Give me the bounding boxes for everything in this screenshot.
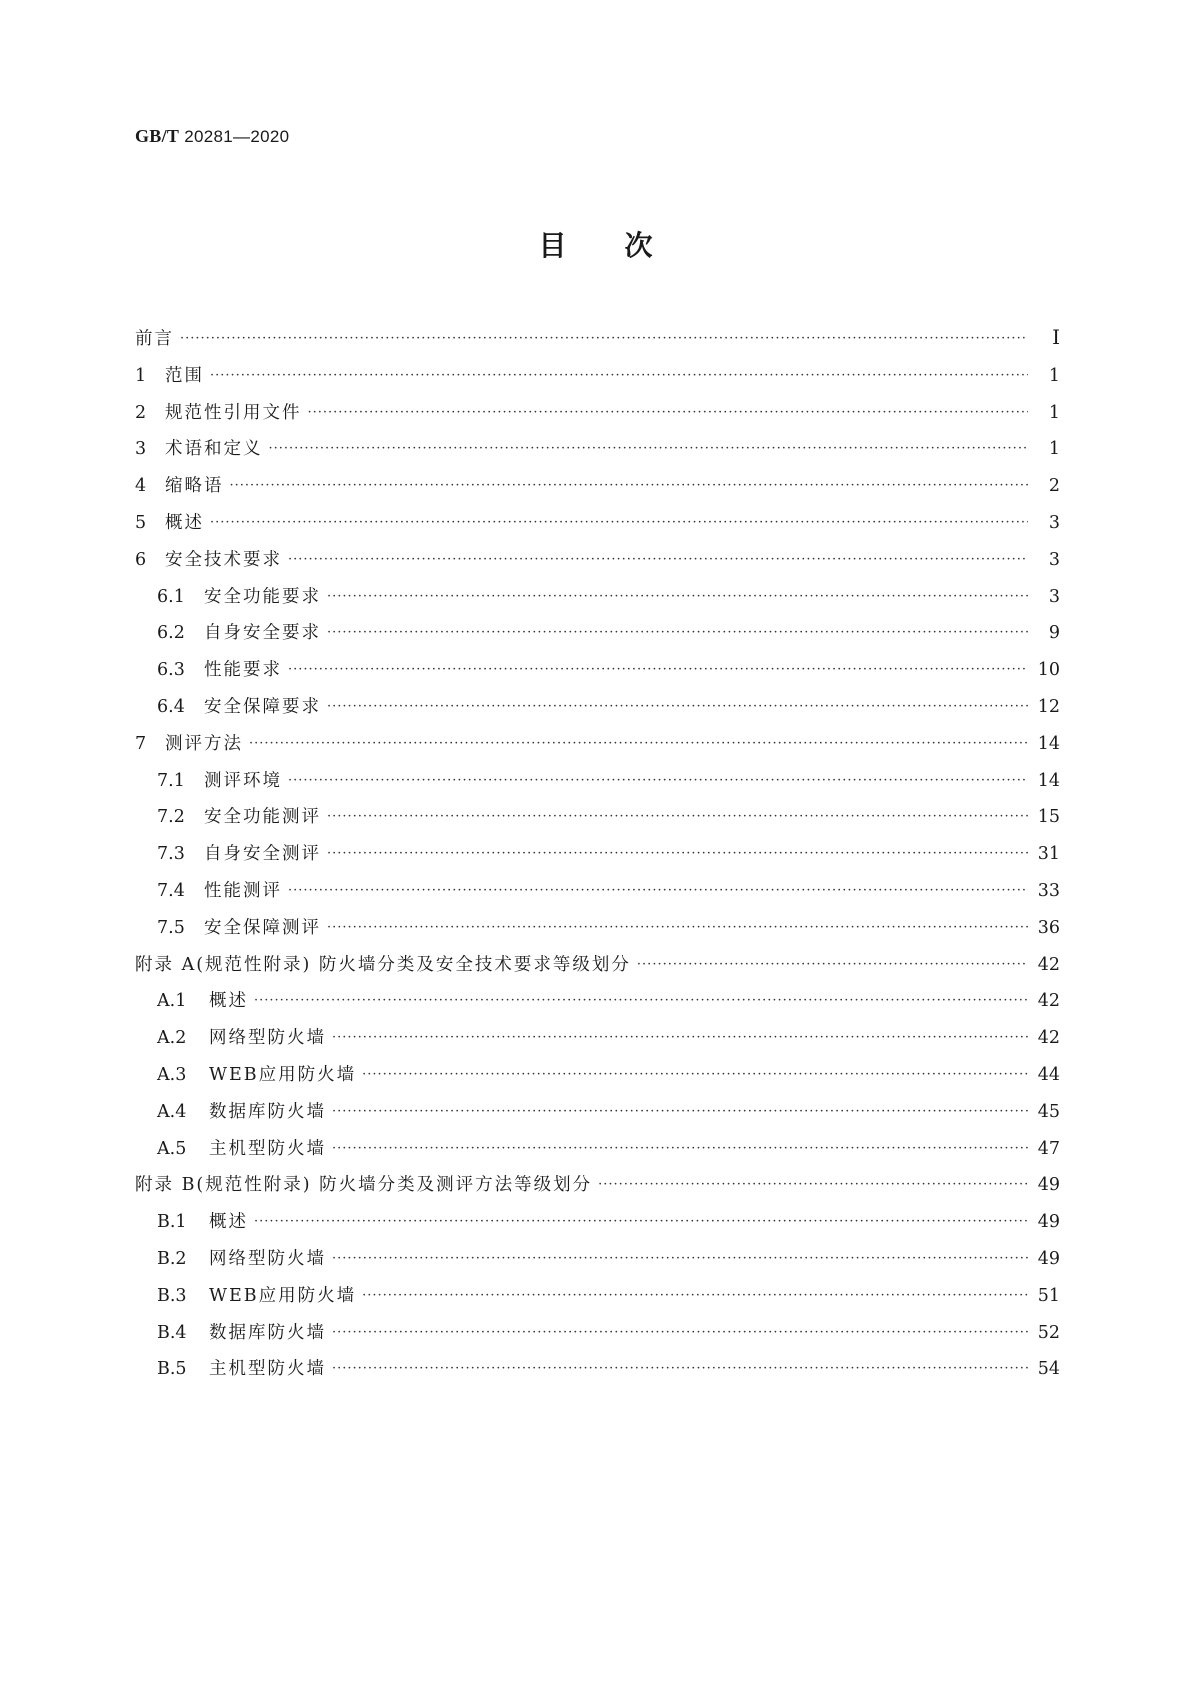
toc-entry[interactable] (135, 1245, 1060, 1282)
toc-entry-page-number: 1 (1048, 365, 1060, 386)
toc-entry-page-number: 14 (1037, 733, 1060, 754)
table-of-contents (135, 325, 1060, 1392)
toc-entry-page-number: 49 (1037, 1248, 1060, 1269)
page-title: 目次 (538, 229, 711, 262)
toc-entry-label: 概述 (209, 991, 248, 1012)
toc-entry-label: 概述 (209, 1212, 248, 1233)
toc-leader-dots (327, 699, 1028, 714)
toc-entry-number: B.1 (157, 1212, 187, 1233)
toc-leader-dots (269, 441, 1029, 456)
toc-entry[interactable] (135, 399, 1060, 436)
toc-entry[interactable] (135, 730, 1060, 767)
toc-entry-page-number: 9 (1048, 623, 1060, 644)
toc-entry-label: 缩略语 (165, 476, 224, 497)
toc-leader-dots (210, 368, 1028, 383)
toc-entry-label: 数据库防火墙 (209, 1101, 326, 1122)
toc-entry-label: 安全功能要求 (204, 586, 321, 607)
toc-entry-label: 主机型防火墙 (209, 1359, 326, 1380)
toc-entry-number: A.5 (157, 1138, 187, 1159)
toc-entry[interactable] (135, 546, 1060, 583)
toc-entry-page-number: 47 (1037, 1138, 1060, 1159)
toc-entry-page-number: 54 (1037, 1359, 1060, 1380)
toc-entry-page-number: 42 (1037, 954, 1060, 975)
toc-leader-dots (637, 957, 1028, 972)
toc-leader-dots (308, 405, 1029, 420)
toc-entry-page-number: 14 (1037, 770, 1060, 791)
toc-entry-number: 6.4 (157, 696, 185, 717)
toc-entry-label: 安全技术要求 (165, 549, 282, 570)
toc-leader-dots (332, 1104, 1028, 1119)
toc-leader-dots (332, 1251, 1028, 1266)
toc-entry[interactable] (135, 1061, 1060, 1098)
toc-leader-dots (180, 331, 1028, 346)
toc-leader-dots (362, 1288, 1028, 1303)
toc-entry-label: 性能要求 (204, 660, 282, 681)
toc-entry-page-number: 10 (1037, 660, 1060, 681)
toc-entry[interactable] (135, 583, 1060, 620)
toc-entry[interactable] (135, 362, 1060, 399)
toc-entry[interactable] (135, 1355, 1060, 1392)
toc-entry-number: 7 (135, 733, 147, 754)
toc-entry-label: 数据库防火墙 (209, 1322, 326, 1343)
toc-entry-page-number: 1 (1048, 439, 1060, 460)
toc-leader-dots (230, 478, 1029, 493)
toc-entry[interactable] (135, 1135, 1060, 1172)
toc-entry-number: 7.5 (157, 917, 185, 938)
toc-entry-number: 6 (135, 549, 147, 570)
toc-entry-number: A.3 (157, 1064, 187, 1085)
toc-leader-dots (254, 993, 1028, 1008)
toc-entry-number: 7.3 (157, 844, 185, 865)
toc-leader-dots (288, 773, 1028, 788)
toc-entry-page-number: 36 (1037, 917, 1060, 938)
toc-entry-page-number: 42 (1037, 1028, 1060, 1049)
toc-leader-dots (332, 1361, 1028, 1376)
toc-entry[interactable] (135, 951, 1060, 988)
toc-entry-label: 测评方法 (165, 733, 243, 754)
toc-entry-number: 3 (135, 439, 147, 460)
toc-entry-label: 规范性引用文件 (165, 402, 302, 423)
toc-entry-page-number: Ⅰ (1052, 327, 1060, 349)
toc-entry[interactable] (135, 803, 1060, 840)
toc-entry-number: B.5 (157, 1359, 187, 1380)
toc-entry-label: 范围 (165, 365, 204, 386)
toc-entry-number: B.4 (157, 1322, 187, 1343)
toc-entry-page-number: 15 (1037, 807, 1060, 828)
toc-entry-label: 性能测评 (204, 880, 282, 901)
toc-entry-number: B.3 (157, 1285, 187, 1306)
toc-leader-dots (332, 1141, 1028, 1156)
toc-entry-page-number: 31 (1037, 844, 1060, 865)
toc-entry[interactable] (135, 619, 1060, 656)
toc-entry[interactable] (135, 767, 1060, 804)
toc-entry-number: 6.2 (157, 623, 185, 644)
toc-entry-page-number: 45 (1037, 1101, 1060, 1122)
toc-entry-label: WEB应用防火墙 (209, 1064, 357, 1085)
toc-entry[interactable] (135, 877, 1060, 914)
toc-entry-label: 自身安全测评 (204, 844, 321, 865)
toc-entry-label: 安全功能测评 (204, 807, 321, 828)
toc-entry-page-number: 12 (1037, 696, 1060, 717)
toc-leader-dots (327, 589, 1028, 604)
toc-entry-page-number: 42 (1037, 991, 1060, 1012)
toc-entry-label: 自身安全要求 (204, 623, 321, 644)
toc-entry-label: 网络型防火墙 (209, 1028, 326, 1049)
toc-leader-dots (210, 515, 1028, 530)
toc-leader-dots (288, 662, 1028, 677)
toc-entry-page-number: 51 (1037, 1285, 1060, 1306)
toc-entry-number: 6.3 (157, 660, 185, 681)
standard-prefix: GB/T (135, 126, 180, 146)
toc-entry-label: 测评环境 (204, 770, 282, 791)
toc-entry[interactable] (135, 987, 1060, 1024)
toc-entry[interactable] (135, 509, 1060, 546)
toc-leader-dots (254, 1214, 1028, 1229)
toc-entry-number: A.1 (157, 991, 187, 1012)
toc-entry[interactable] (135, 1171, 1060, 1208)
toc-entry[interactable] (135, 435, 1060, 472)
toc-leader-dots (332, 1030, 1028, 1045)
toc-entry-label: 前言 (135, 329, 174, 349)
toc-leader-dots (327, 809, 1028, 824)
toc-entry-number: 4 (135, 476, 147, 497)
toc-entry[interactable] (135, 1098, 1060, 1135)
toc-entry-label: 附录 A(规范性附录) 防火墙分类及安全技术要求等级划分 (135, 954, 631, 975)
toc-leader-dots (327, 846, 1028, 861)
toc-entry-label: 主机型防火墙 (209, 1138, 326, 1159)
toc-entry-number: 7.2 (157, 807, 185, 828)
toc-entry[interactable] (135, 1282, 1060, 1319)
toc-entry-number: A.2 (157, 1028, 187, 1049)
toc-entry-page-number: 2 (1048, 476, 1060, 497)
standard-code (135, 126, 289, 147)
toc-entry[interactable] (135, 472, 1060, 509)
toc-entry[interactable] (135, 325, 1060, 362)
toc-leader-dots (327, 625, 1028, 640)
toc-leader-dots (288, 552, 1028, 567)
toc-entry-label: 网络型防火墙 (209, 1248, 326, 1269)
toc-leader-dots (332, 1325, 1028, 1340)
toc-entry-page-number: 1 (1048, 402, 1060, 423)
toc-leader-dots (288, 883, 1028, 898)
toc-entry-page-number: 52 (1037, 1322, 1060, 1343)
toc-entry[interactable] (135, 656, 1060, 693)
toc-entry-page-number: 49 (1037, 1212, 1060, 1233)
toc-entry-label: 概述 (165, 512, 204, 533)
toc-entry-number: 2 (135, 402, 147, 423)
toc-entry-page-number: 49 (1037, 1175, 1060, 1196)
toc-entry-number: A.4 (157, 1101, 187, 1122)
toc-entry-label: 安全保障测评 (204, 917, 321, 938)
toc-entry[interactable] (135, 1319, 1060, 1356)
toc-entry-page-number: 3 (1048, 549, 1060, 570)
toc-entry-label: 附录 B(规范性附录) 防火墙分类及测评方法等级划分 (135, 1175, 593, 1196)
toc-entry-label: 术语和定义 (165, 439, 263, 460)
standard-number: 20281—2020 (184, 127, 290, 146)
toc-entry[interactable] (135, 693, 1060, 730)
toc-leader-dots (598, 1177, 1028, 1192)
toc-entry-number: 7.4 (157, 880, 185, 901)
toc-entry-page-number: 3 (1048, 512, 1060, 533)
toc-entry-number: B.2 (157, 1248, 187, 1269)
toc-entry[interactable] (135, 1024, 1060, 1061)
toc-entry-label: WEB应用防火墙 (209, 1285, 357, 1306)
toc-leader-dots (327, 920, 1028, 935)
toc-entry[interactable] (135, 914, 1060, 951)
toc-leader-dots (249, 736, 1028, 751)
toc-entry-page-number: 33 (1037, 880, 1060, 901)
toc-entry-page-number: 44 (1037, 1064, 1060, 1085)
toc-entry[interactable] (135, 1208, 1060, 1245)
toc-leader-dots (362, 1067, 1028, 1082)
toc-entry-page-number: 3 (1048, 586, 1060, 607)
toc-entry-label: 安全保障要求 (204, 696, 321, 717)
toc-entry-number: 5 (135, 512, 147, 533)
toc-entry-number: 7.1 (157, 770, 185, 791)
toc-entry[interactable] (135, 840, 1060, 877)
toc-entry-number: 1 (135, 365, 147, 386)
toc-entry-number: 6.1 (157, 586, 185, 607)
